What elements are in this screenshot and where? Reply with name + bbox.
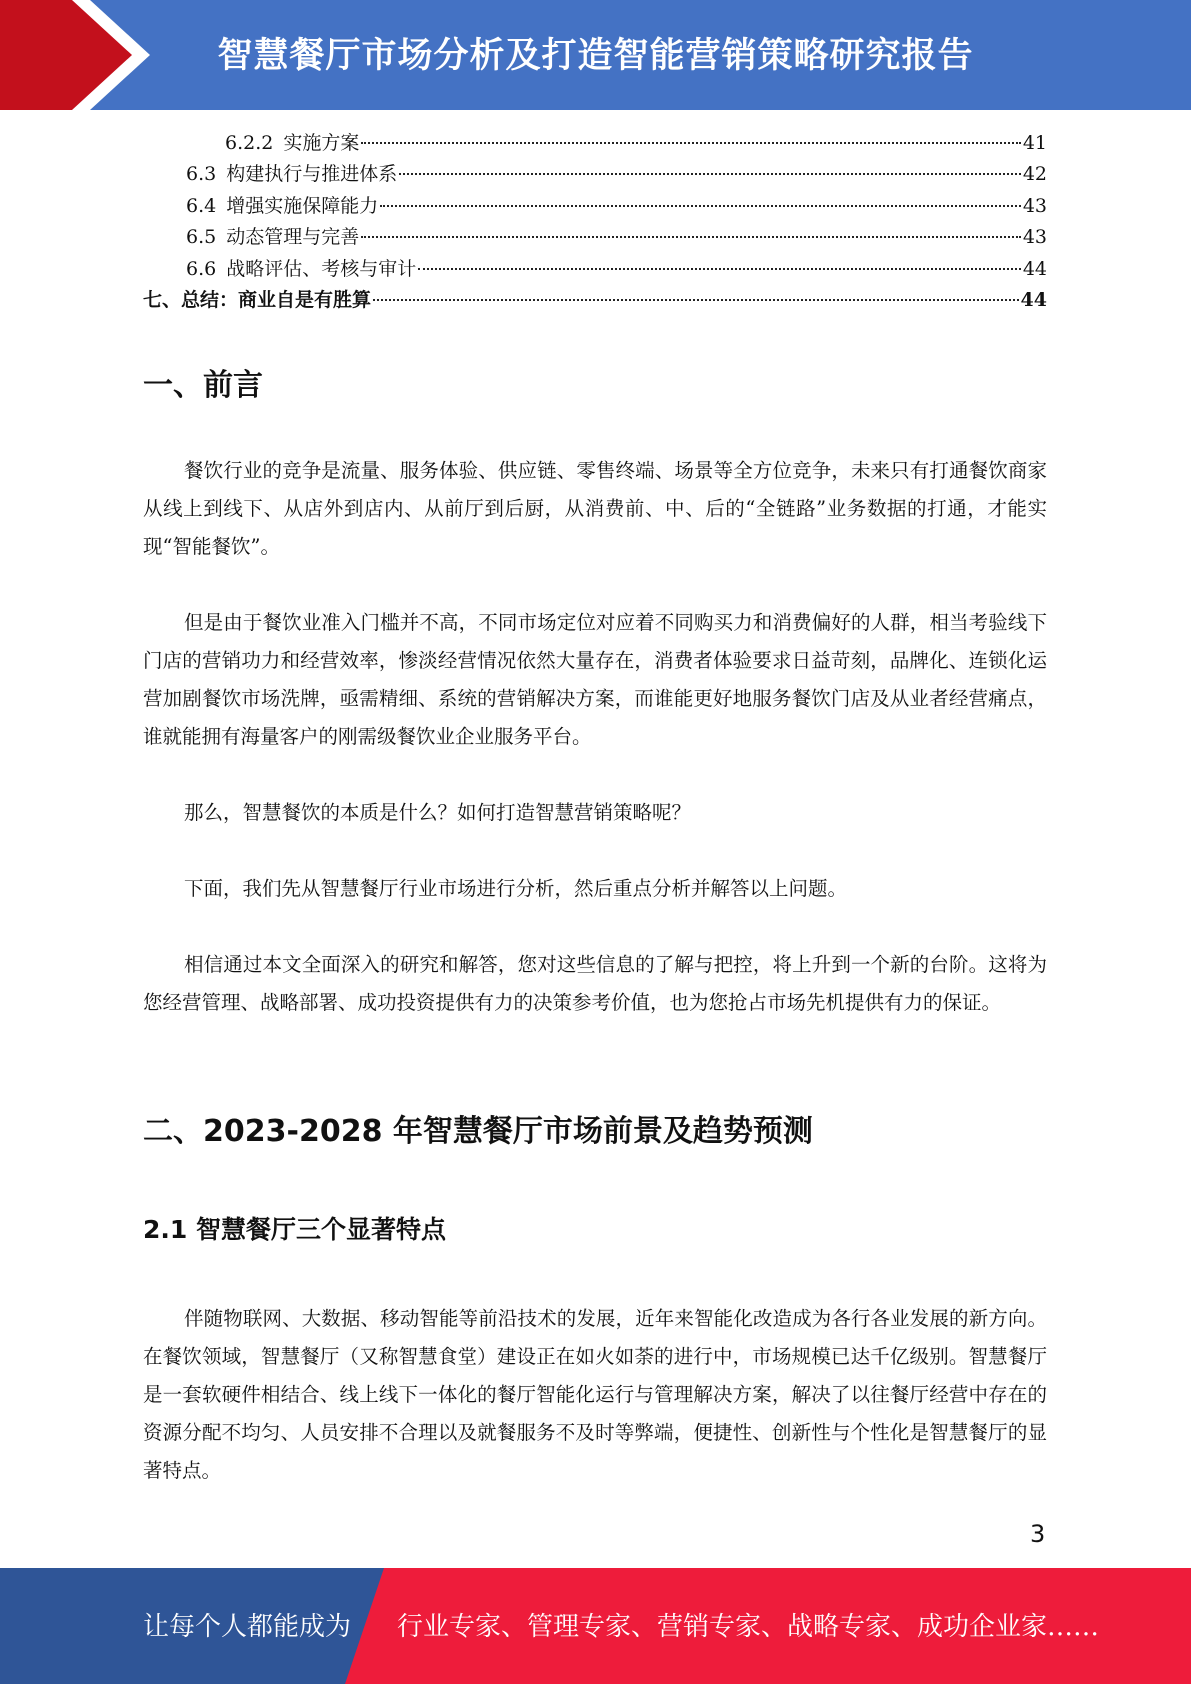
report-title: 智慧餐厅市场分析及打造智能营销策略研究报告 — [217, 36, 974, 76]
toc-text: 动态管理与完善 — [226, 226, 360, 249]
toc-page: 44 — [1020, 289, 1047, 312]
toc-leader — [373, 299, 1019, 301]
toc-number: 6.2.2 — [225, 132, 274, 154]
toc-text: 实施方案 — [283, 132, 360, 154]
toc-page: 43 — [1022, 194, 1047, 217]
page-content — [143, 128, 1047, 1482]
toc-row[interactable] — [143, 191, 1047, 222]
paragraph: 伴随物联网、大数据、移动智能等前沿技术的发展，近年来智能化改造成为各行各业发展的新方向。在餐饮领域，智慧餐厅（又称智慧食堂）建设正在如火如荼的进行中，市场规模已达千亿级别。智慧餐厅是一套软硬件相结合、线上线下一体化的餐厅智能化运行与管理解决方案，解决了以往餐厅经营中存在的资源分配不均匀、人员安排不合理以及就餐服务不及时等弊端，便捷性、创新性与个性化是智慧餐厅的显著特点。 — [143, 1307, 1047, 1482]
section-heading-preface: 一、前言 — [143, 368, 263, 403]
toc-row[interactable] — [143, 222, 1047, 253]
toc-leader — [361, 142, 1020, 144]
footer-slogan-right: 行业专家、管理专家、营销专家、战略专家、成功企业家…… — [397, 1612, 1100, 1642]
toc-text: 增强实施保障能力 — [226, 194, 379, 217]
toc-page: 43 — [1022, 226, 1047, 249]
toc-leader — [380, 205, 1021, 207]
toc-leader — [418, 268, 1021, 270]
toc-number: 6.5 — [186, 226, 217, 249]
toc-number: 6.6 — [186, 257, 217, 280]
toc-number: 6.4 — [186, 194, 217, 217]
toc-leader — [361, 236, 1021, 238]
page-header — [0, 0, 1191, 110]
table-of-contents — [143, 128, 1047, 316]
section-heading-forecast: 二、2023-2028 年智慧餐厅市场前景及趋势预测 — [143, 1114, 813, 1149]
paragraph: 餐饮行业的竞争是流量、服务体验、供应链、零售终端、场景等全方位竞争，未来只有打通餐饮商家从线上到线下、从店外到店内、从前厅到后厨，从消费前、中、后的“全链路”业务数据的打通，才能实现“智能餐饮”。 — [143, 459, 1047, 558]
header-red-chevron — [0, 0, 132, 110]
toc-page: 44 — [1022, 257, 1047, 280]
paragraph: 相信通过本文全面深入的研究和解答，您对这些信息的了解与把控，将上升到一个新的台阶。这将为您经营管理、战略部署、成功投资提供有力的决策参考价值，也为您抢占市场先机提供有力的保证。 — [143, 953, 1047, 1014]
toc-text: 战略评估、考核与审计 — [226, 257, 417, 280]
toc-number: 6.3 — [186, 163, 217, 186]
toc-page: 41 — [1022, 132, 1047, 154]
page-number: 3 — [1030, 1520, 1046, 1548]
paragraph: 那么，智慧餐饮的本质是什么？如何打造智慧营销策略呢？ — [184, 801, 692, 824]
toc-leader — [399, 173, 1021, 175]
toc-text: 构建执行与推进体系 — [226, 163, 398, 186]
toc-row[interactable] — [143, 285, 1047, 316]
subsection-heading: 2.1 智慧餐厅三个显著特点 — [143, 1215, 446, 1244]
toc-text: 七、总结：商业自是有胜算 — [143, 289, 372, 312]
toc-row[interactable] — [143, 159, 1047, 190]
toc-page: 42 — [1022, 163, 1047, 186]
footer-slogan-left: 让每个人都能成为 — [143, 1612, 352, 1642]
page-footer — [0, 1568, 1191, 1684]
paragraph: 但是由于餐饮业准入门槛并不高，不同市场定位对应着不同购买力和消费偏好的人群，相当考验线下门店的营销功力和经营效率，惨淡经营情况依然大量存在，消费者体验要求日益苛刻，品牌化、连锁化运营加剧餐饮市场洗牌，亟需精细、系统的营销解决方案，而谁能更好地服务餐饮门店及从业者经营痛点，谁就能拥有海量客户的刚需级餐饮业企业服务平台。 — [143, 611, 1047, 748]
toc-row[interactable] — [143, 128, 1047, 159]
toc-row[interactable] — [143, 254, 1047, 285]
paragraph: 下面，我们先从智慧餐厅行业市场进行分析，然后重点分析并解答以上问题。 — [184, 877, 848, 900]
